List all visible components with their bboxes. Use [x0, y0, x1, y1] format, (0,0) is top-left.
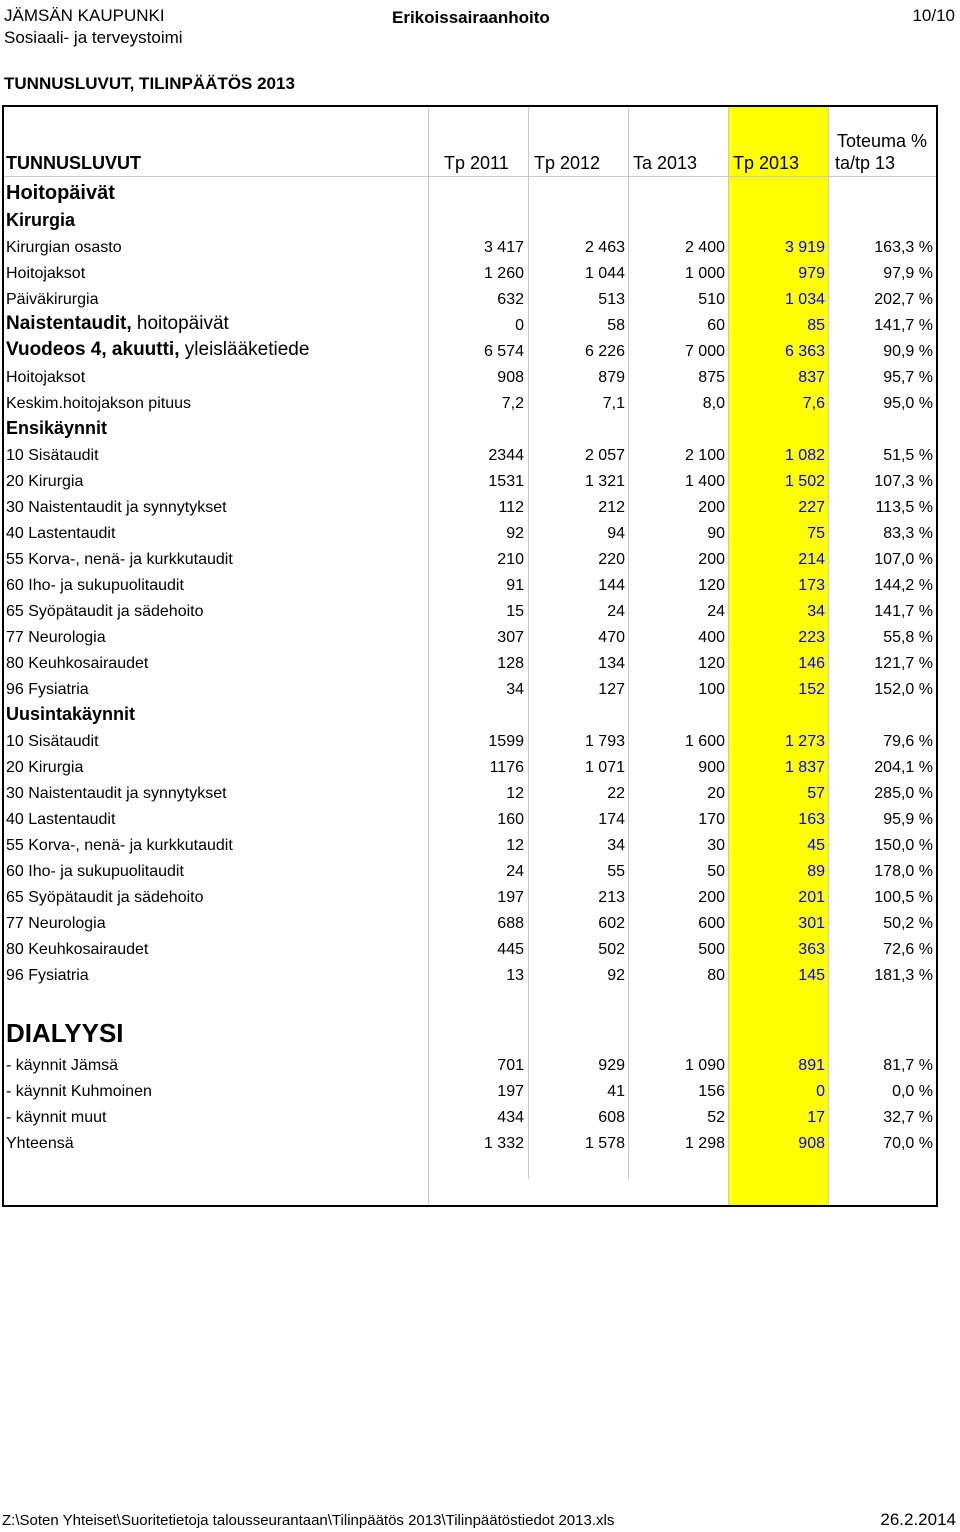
table-row	[0, 234, 940, 260]
table-row	[0, 1104, 940, 1130]
tp-2011-value: 7,2	[501, 395, 524, 412]
ta-2013-value: 80	[707, 967, 725, 984]
ta-2013-value: 24	[707, 603, 725, 620]
ta-2013-value: 100	[698, 681, 725, 698]
table-row	[0, 650, 940, 676]
row-label: Hoitojaksot	[6, 369, 86, 386]
pct-value: 202,7 %	[874, 291, 933, 308]
ta-2013-value: 1 000	[684, 265, 725, 282]
table-row	[0, 546, 940, 572]
row-label: 20 Kirurgia	[6, 473, 84, 490]
table-row	[0, 572, 940, 598]
tp-2011-value: 197	[497, 1083, 524, 1100]
ta-2013-value: 120	[698, 655, 725, 672]
tp-2012-value: 929	[598, 1057, 625, 1074]
row-label: Kirurgian osasto	[6, 239, 122, 256]
tp-2013-value: 85	[807, 317, 825, 334]
pct-value: 95,0 %	[883, 395, 933, 412]
tp-2012-value: 220	[598, 551, 625, 568]
tp-2013-value: 1 837	[784, 759, 825, 776]
pct-value: 107,0 %	[874, 551, 933, 568]
row-label-bold-part: Vuodeos 4, akuutti,	[6, 339, 180, 360]
row-label: Yhteensä	[6, 1135, 74, 1152]
tp-2012-value: 41	[607, 1083, 625, 1100]
tp-2011-value: 12	[506, 785, 524, 802]
report-title: TUNNUSLUVUT, TILINPÄÄTÖS 2013	[4, 74, 295, 93]
table-row	[0, 858, 940, 884]
pct-value: 285,0 %	[874, 785, 933, 802]
table-row	[0, 1078, 940, 1104]
tp-2013-value: 173	[798, 577, 825, 594]
tp-2012-value: 1 071	[584, 759, 625, 776]
tp-2012-value: 470	[598, 629, 625, 646]
row-label: 30 Naistentaudit ja synnytykset	[6, 499, 227, 516]
tp-2013-value: 214	[798, 551, 825, 568]
pct-value: 178,0 %	[874, 863, 933, 880]
tp-2012-value: 213	[598, 889, 625, 906]
tp-2013-value: 7,6	[802, 395, 825, 412]
tp-2011-value: 632	[497, 291, 524, 308]
table-row	[0, 754, 940, 780]
ta-2013-value: 900	[698, 759, 725, 776]
row-label: 65 Syöpätaudit ja sädehoito	[6, 603, 204, 620]
ta-2013-value: 90	[707, 525, 725, 542]
row-label-rest: hoitopäivät	[131, 313, 229, 334]
tp-2012-value: 513	[598, 291, 625, 308]
table-row	[0, 624, 940, 650]
row-label-rest: yleislääketiede	[179, 339, 310, 360]
table-row	[0, 780, 940, 806]
tp-2011-value: 1 332	[483, 1135, 524, 1152]
row-label: Hoitojaksot	[6, 265, 86, 282]
tp-2011-value: 445	[497, 941, 524, 958]
table-row	[0, 910, 940, 936]
pct-value: 32,7 %	[883, 1109, 933, 1126]
row-label: 30 Naistentaudit ja synnytykset	[6, 785, 227, 802]
tp-2012-value: 34	[607, 837, 625, 854]
tp-2012-value: 879	[598, 369, 625, 386]
row-label: Päiväkirurgia	[6, 291, 99, 308]
ta-2013-value: 156	[698, 1083, 725, 1100]
tp-2011-value: 13	[506, 967, 524, 984]
department-group: Sosiaali- ja terveystoimi	[4, 28, 183, 47]
table-row	[0, 884, 940, 910]
ta-2013-value: 2 400	[684, 239, 725, 256]
tp-2011-value: 688	[497, 915, 524, 932]
tp-2012-value: 608	[598, 1109, 625, 1126]
tp-2012-value: 7,1	[602, 395, 625, 412]
tp-2013-value: 891	[798, 1057, 825, 1074]
ta-2013-value: 50	[707, 863, 725, 880]
tp-2013-value: 201	[798, 889, 825, 906]
ta-2013-value: 1 400	[684, 473, 725, 490]
table-row	[0, 520, 940, 546]
ta-2013-value: 30	[707, 837, 725, 854]
table-row	[0, 390, 940, 416]
pct-value: 81,7 %	[883, 1057, 933, 1074]
row-label: 60 Iho- ja sukupuolitaudit	[6, 863, 184, 880]
table-row	[0, 312, 940, 338]
tp-2011-value: 160	[497, 811, 524, 828]
ta-2013-value: 20	[707, 785, 725, 802]
pct-value: 181,3 %	[874, 967, 933, 984]
tp-2011-value: 197	[497, 889, 524, 906]
pct-value: 70,0 %	[883, 1135, 933, 1152]
subsection-heading: Uusintakäynnit	[6, 704, 136, 724]
pct-value: 150,0 %	[874, 837, 933, 854]
table-row	[0, 364, 940, 390]
pct-value: 51,5 %	[883, 447, 933, 464]
ta-2013-value: 1 090	[684, 1057, 725, 1074]
subsection-heading-row	[0, 702, 940, 728]
pct-value: 204,1 %	[874, 759, 933, 776]
tp-2012-value: 212	[598, 499, 625, 516]
row-label: 10 Sisätaudit	[6, 447, 99, 464]
table-row	[0, 936, 940, 962]
subsection-heading: Kirurgia	[6, 210, 76, 230]
tp-2013-value: 163	[798, 811, 825, 828]
subsection-heading: Ensikäynnit	[6, 418, 108, 438]
tp-2011-value: 92	[506, 525, 524, 542]
pct-value: 144,2 %	[874, 577, 933, 594]
ta-2013-value: 8,0	[702, 395, 725, 412]
ta-2013-value: 500	[698, 941, 725, 958]
pct-value: 113,5 %	[875, 499, 933, 516]
table-row	[0, 1052, 940, 1078]
row-label: 65 Syöpätaudit ja sädehoito	[6, 889, 204, 906]
ta-2013-value: 200	[698, 499, 725, 516]
section-heading-row	[0, 178, 940, 208]
tp-2013-value: 227	[798, 499, 825, 516]
row-label: - käynnit Jämsä	[6, 1057, 119, 1074]
tp-2012-value: 602	[598, 915, 625, 932]
row-label: 80 Keuhkosairaudet	[6, 941, 149, 958]
row-label: - käynnit muut	[6, 1109, 107, 1126]
tp-2011-value: 210	[497, 551, 524, 568]
tp-2012-value: 2 057	[584, 447, 625, 464]
tp-2013-value: 17	[807, 1109, 825, 1126]
table-row	[0, 494, 940, 520]
row-label: 77 Neurologia	[6, 915, 106, 932]
tp-2011-value: 24	[506, 863, 524, 880]
tp-2013-value: 145	[798, 967, 825, 984]
tp-2013-value: 75	[807, 525, 825, 542]
tp-2012-value: 502	[598, 941, 625, 958]
tp-2013-value: 1 273	[784, 733, 825, 750]
tp-2011-value: 112	[498, 499, 524, 516]
pct-value: 79,6 %	[883, 733, 933, 750]
table-row	[0, 728, 940, 754]
tp-2013-value: 1 502	[784, 473, 825, 490]
pct-value: 163,3 %	[874, 239, 933, 256]
row-label-bold-part: Naistentaudit,	[6, 313, 132, 334]
tp-2013-value: 979	[798, 265, 825, 282]
tp-2011-value: 908	[497, 369, 524, 386]
tp-2013-value: 6 363	[784, 343, 825, 360]
tp-2012-value: 1 044	[584, 265, 625, 282]
tp-2011-value: 1531	[488, 473, 524, 490]
tp-2013-value: 89	[807, 863, 825, 880]
tp-2013-value: 34	[807, 603, 825, 620]
ta-2013-value: 1 298	[684, 1135, 725, 1152]
footer-file-path: Z:\Soten Yhteiset\Suoritetietoja talousseurantaan\Tilinpäätös 2013\Tilinpäätöstiedot 2013.xls	[2, 1512, 615, 1529]
tp-2012-value: 55	[607, 863, 625, 880]
ta-2013-value: 875	[698, 369, 725, 386]
tp-2011-value: 434	[497, 1109, 524, 1126]
column-header-pct-line2: ta/tp 13	[835, 153, 896, 173]
tp-2013-value: 0	[816, 1083, 825, 1100]
pct-value: 83,3 %	[883, 525, 933, 542]
ta-2013-value: 2 100	[684, 447, 725, 464]
column-header-tp-2013: Tp 2013	[733, 153, 800, 173]
tp-2012-value: 144	[598, 577, 625, 594]
ta-2013-value: 120	[698, 577, 725, 594]
tp-2013-value: 301	[798, 915, 825, 932]
ta-2013-value: 170	[698, 811, 725, 828]
row-label: 55 Korva-, nenä- ja kurkkutaudit	[6, 551, 233, 568]
label-column-header: TUNNUSLUVUT	[6, 153, 141, 173]
tp-2011-value: 1176	[489, 759, 524, 776]
dialysis-heading-row	[0, 1012, 940, 1052]
column-header-pct-line1: Toteuma %	[837, 131, 928, 151]
table-row	[0, 338, 940, 364]
tp-2013-value: 45	[807, 837, 825, 854]
ta-2013-value: 600	[698, 915, 725, 932]
tp-2011-value: 701	[497, 1057, 524, 1074]
tp-2013-value: 1 082	[784, 447, 825, 464]
spacer-row	[0, 988, 940, 1012]
tp-2011-value: 0	[515, 317, 524, 334]
ta-2013-value: 52	[707, 1109, 725, 1126]
table-row	[0, 832, 940, 858]
pct-value: 121,7 %	[874, 655, 933, 672]
row-label: 77 Neurologia	[6, 629, 106, 646]
table-row	[0, 286, 940, 312]
pct-value: 141,7 %	[874, 603, 933, 620]
table-row	[0, 806, 940, 832]
tp-2012-value: 24	[607, 603, 625, 620]
tp-2013-value: 908	[798, 1135, 825, 1152]
tp-2013-value: 3 919	[784, 239, 825, 256]
tp-2011-value: 307	[497, 629, 524, 646]
row-label: 96 Fysiatria	[6, 967, 89, 984]
table-row	[0, 468, 940, 494]
tp-2012-value: 2 463	[584, 239, 625, 256]
ta-2013-value: 200	[698, 889, 725, 906]
tp-2012-value: 94	[607, 525, 625, 542]
tp-2012-value: 174	[598, 811, 625, 828]
pct-value: 107,3 %	[874, 473, 933, 490]
tp-2012-value: 1 321	[584, 473, 625, 490]
tp-2013-value: 1 034	[784, 291, 825, 308]
row-label: Keskim.hoitojakson pituus	[6, 395, 191, 412]
pct-value: 100,5 %	[874, 889, 933, 906]
tp-2011-value: 91	[506, 577, 524, 594]
tp-2012-value: 134	[598, 655, 625, 672]
ta-2013-value: 200	[698, 551, 725, 568]
department-title: Erikoissairaanhoito	[392, 8, 550, 27]
pct-value: 90,9 %	[883, 343, 933, 360]
tp-2012-value: 92	[607, 967, 625, 984]
footer-date: 26.2.2014	[880, 1510, 956, 1529]
tp-2011-value: 34	[506, 681, 524, 698]
ta-2013-value: 60	[707, 317, 725, 334]
tp-2011-value: 3 417	[483, 239, 524, 256]
table-row	[0, 260, 940, 286]
row-label: 20 Kirurgia	[6, 759, 84, 776]
tp-2011-value: 128	[497, 655, 524, 672]
ta-2013-value: 1 600	[684, 733, 725, 750]
pct-value: 95,9 %	[883, 811, 933, 828]
dialysis-heading: DIALYYSI	[6, 1018, 124, 1048]
tp-2011-value: 12	[506, 837, 524, 854]
pct-value: 152,0 %	[874, 681, 933, 698]
row-label: 96 Fysiatria	[6, 681, 89, 698]
row-label: 60 Iho- ja sukupuolitaudit	[6, 577, 184, 594]
pct-value: 95,7 %	[883, 369, 933, 386]
tp-2013-value: 223	[798, 629, 825, 646]
tp-2013-value: 837	[798, 369, 825, 386]
ta-2013-value: 7 000	[684, 343, 725, 360]
tp-2013-value: 146	[798, 655, 825, 672]
column-header-ta-2013: Ta 2013	[633, 153, 698, 173]
row-label: 55 Korva-, nenä- ja kurkkutaudit	[6, 837, 233, 854]
row-label: 40 Lastentaudit	[6, 811, 116, 828]
table-row	[0, 1130, 940, 1156]
tp-2012-value: 22	[607, 785, 625, 802]
tp-2013-value: 363	[798, 941, 825, 958]
table-row	[0, 676, 940, 702]
pct-value: 0,0 %	[892, 1083, 933, 1100]
row-label	[6, 339, 309, 361]
tp-2011-value: 1 260	[483, 265, 524, 282]
tp-2012-value: 58	[607, 317, 625, 334]
ta-2013-value: 400	[698, 629, 725, 646]
column-header-tp-2012: Tp 2012	[534, 153, 601, 173]
tp-2012-value: 6 226	[584, 343, 625, 360]
pct-value: 72,6 %	[883, 941, 933, 958]
tp-2011-value: 6 574	[483, 343, 524, 360]
organization-name: JÄMSÄN KAUPUNKI	[4, 6, 165, 25]
subsection-heading-row	[0, 208, 940, 234]
tp-2012-value: 1 578	[584, 1135, 625, 1152]
tp-2011-value: 15	[506, 603, 524, 620]
pct-value: 97,9 %	[883, 265, 933, 282]
page-number: 10/10	[912, 6, 955, 25]
row-label: 40 Lastentaudit	[6, 525, 116, 542]
tp-2011-value: 2344	[488, 447, 524, 464]
tp-2012-value: 1 793	[584, 733, 625, 750]
section-heading: Hoitopäivät	[6, 182, 115, 204]
row-label: 80 Keuhkosairaudet	[6, 655, 149, 672]
tp-2012-value: 127	[598, 681, 625, 698]
tp-2011-value: 1599	[488, 733, 524, 750]
subsection-heading-row	[0, 416, 940, 442]
pct-value: 55,8 %	[883, 629, 933, 646]
tp-2013-value: 57	[807, 785, 825, 802]
row-label: - käynnit Kuhmoinen	[6, 1083, 152, 1100]
tp-2013-value: 152	[798, 681, 825, 698]
ta-2013-value: 510	[698, 291, 725, 308]
table-row	[0, 962, 940, 988]
row-label	[6, 313, 229, 335]
table-row	[0, 442, 940, 468]
column-header-tp-2011: Tp 2011	[444, 153, 509, 173]
row-label: 10 Sisätaudit	[6, 733, 99, 750]
table-row	[0, 598, 940, 624]
pct-value: 50,2 %	[883, 915, 933, 932]
pct-value: 141,7 %	[874, 317, 933, 334]
